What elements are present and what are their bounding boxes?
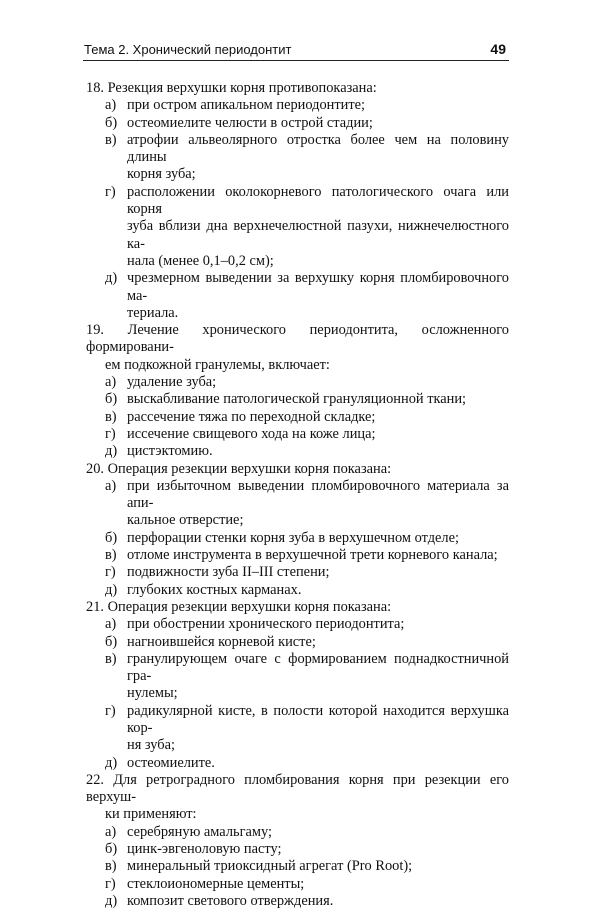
answer-option-line — [86, 824, 509, 841]
answer-option-label: б) — [105, 633, 118, 650]
question-number: 20. — [86, 460, 104, 477]
answer-option-text: перфорации стенки корня зуба в верхушечном отделе; — [127, 529, 459, 546]
answer-option-line — [86, 305, 509, 322]
answer-option-label: г) — [105, 702, 116, 719]
answer-option-text: корня зуба; — [127, 166, 196, 183]
answer-option-text: при избыточном выведении пломбировочного материала за апи- — [127, 477, 509, 512]
answer-option-label: б) — [105, 391, 118, 408]
running-header — [83, 38, 509, 61]
page-number: 49 — [490, 41, 506, 57]
answer-option-label: д) — [105, 581, 118, 598]
question-number: 22. — [86, 771, 104, 788]
question-stem-line — [86, 322, 509, 357]
answer-option-text: зуба вблизи дна верхнечелюстной пазухи, нижнечелюстного ка- — [127, 218, 509, 252]
answer-option-label: б) — [105, 841, 118, 858]
answer-option-text: подвижности зуба II–III степени; — [127, 564, 330, 581]
answer-option-text: глубоких костных карманах. — [127, 581, 302, 598]
question-stem-text: Резекция верхушки корня противопоказана: — [107, 80, 377, 96]
question-stem-text: Лечение хронического периодонтита, осложненного формировани- — [86, 322, 509, 356]
answer-option-line — [86, 132, 509, 167]
answer-option-text: цистэктомию. — [127, 443, 213, 460]
answer-option-text: остеомиелите челюсти в острой стадии; — [127, 114, 373, 131]
answer-option-line — [86, 443, 509, 460]
answer-option-label: д) — [105, 443, 118, 460]
question-item — [86, 322, 509, 460]
answer-option-label: д) — [105, 754, 118, 771]
question-list — [86, 80, 509, 910]
answer-option-line — [86, 97, 509, 114]
answer-option-line — [86, 184, 509, 219]
answer-option-text: серебряную амальгаму; — [127, 823, 272, 840]
answer-option-text: при обострении хронического периодонтита; — [127, 616, 405, 633]
answer-option-text: нулемы; — [127, 685, 178, 702]
answer-option-line — [86, 270, 509, 305]
answer-option-text: удаление зуба; — [127, 374, 217, 391]
answer-option-line — [86, 634, 509, 651]
answer-option-text: териала. — [127, 304, 179, 321]
answer-option-line — [86, 115, 509, 132]
answer-option-text: стеклоиономерные цементы; — [127, 875, 305, 892]
answer-option-line — [86, 530, 509, 547]
answer-option-label: а) — [105, 477, 117, 494]
answer-option-line — [86, 391, 509, 408]
answer-option-line — [86, 547, 509, 564]
answer-option-text: выскабливание патологической грануляционной ткани; — [127, 391, 467, 408]
question-stem-text: Операция резекции верхушки корня показана: — [107, 598, 392, 615]
answer-option-text: расположении околокорневого патологического очага или корня — [127, 183, 509, 218]
answer-option-label: а) — [105, 97, 117, 114]
question-stem-line — [86, 357, 509, 374]
answer-option-label: г) — [105, 564, 116, 581]
question-stem-line — [86, 806, 509, 823]
answer-option-line — [86, 374, 509, 391]
question-item — [86, 461, 509, 599]
answer-option-text: минеральный триоксидный агрегат (Pro Root); — [127, 858, 413, 875]
answer-option-line — [86, 841, 509, 858]
answer-option-line — [86, 703, 509, 738]
answer-option-label: а) — [105, 374, 117, 391]
answer-option-line — [86, 582, 509, 599]
question-item — [86, 80, 509, 322]
answer-option-text: отломе инструмента в верхушечной трети корневого канала; — [127, 547, 498, 564]
answer-option-text: иссечение свищевого хода на коже лица; — [127, 425, 376, 442]
answer-option-text: радикулярной кисте, в полости которой находится верхушка кор- — [127, 702, 509, 736]
answer-option-label: д) — [105, 892, 118, 909]
answer-option-text: цинк-эвгеноловую пасту; — [127, 841, 282, 858]
question-number: 19. — [86, 322, 104, 339]
answer-option-label: д) — [105, 270, 118, 287]
answer-option-text: нала (менее 0,1–0,2 см); — [127, 252, 274, 269]
answer-option-line — [86, 737, 509, 754]
answer-option-line — [86, 166, 509, 183]
answer-option-line — [86, 858, 509, 875]
answer-option-label: г) — [105, 183, 116, 200]
answer-option-text: композит светового отверждения. — [127, 892, 334, 909]
answer-option-text: чрезмерном выведении за верхушку корня пломбировочного ма- — [127, 270, 509, 304]
answer-option-label: в) — [105, 408, 117, 425]
answer-option-label: г) — [105, 425, 116, 442]
answer-option-line — [86, 218, 509, 253]
answer-option-text: остеомиелите. — [127, 754, 215, 771]
question-item — [86, 599, 509, 772]
question-number: 18. — [86, 80, 104, 96]
answer-option-line — [86, 893, 509, 910]
answer-option-line — [86, 253, 509, 270]
answer-option-line — [86, 651, 509, 686]
answer-option-line — [86, 685, 509, 702]
answer-option-label: в) — [105, 650, 117, 667]
chapter-title: Тема 2. Хронический периодонтит — [84, 42, 292, 57]
answer-option-text: кальное отверстие; — [127, 512, 244, 529]
question-stem-line — [86, 772, 509, 807]
answer-option-line — [86, 512, 509, 529]
answer-option-label: в) — [105, 131, 117, 148]
answer-option-label: а) — [105, 823, 117, 840]
answer-option-text: при остром апикальном периодонтите; — [127, 97, 366, 114]
answer-option-text: атрофии альвеолярного отростка более чем на половину длины — [127, 131, 509, 166]
question-stem-text: ем подкожной гранулемы, включает: — [105, 356, 330, 373]
question-stem-line — [86, 461, 509, 478]
answer-option-line — [86, 755, 509, 772]
answer-option-label: в) — [105, 858, 117, 875]
answer-option-label: в) — [105, 547, 117, 564]
answer-option-line — [86, 876, 509, 893]
answer-option-line — [86, 616, 509, 633]
answer-option-text: ня зуба; — [127, 737, 176, 754]
question-stem-text: Для ретроградного пломбирования корня при резекции его верхуш- — [86, 771, 509, 806]
question-item — [86, 772, 509, 910]
answer-option-line — [86, 478, 509, 513]
answer-option-label: г) — [105, 875, 116, 892]
question-number: 21. — [86, 598, 104, 615]
answer-option-label: б) — [105, 529, 118, 546]
answer-option-text: рассечение тяжа по переходной складке; — [127, 408, 376, 425]
answer-option-text: гранулирующем очаге с формированием поднадкостничной гра- — [127, 650, 509, 685]
answer-option-label: а) — [105, 616, 117, 633]
question-stem-text: ки применяют: — [105, 806, 197, 823]
answer-option-text: нагноившейся корневой кисте; — [127, 633, 316, 650]
question-stem-line — [86, 80, 509, 97]
answer-option-line — [86, 409, 509, 426]
answer-option-line — [86, 564, 509, 581]
answer-option-label: б) — [105, 114, 118, 131]
question-stem-text: Операция резекции верхушки корня показана: — [107, 460, 392, 477]
answer-option-line — [86, 426, 509, 443]
question-stem-line — [86, 599, 509, 616]
